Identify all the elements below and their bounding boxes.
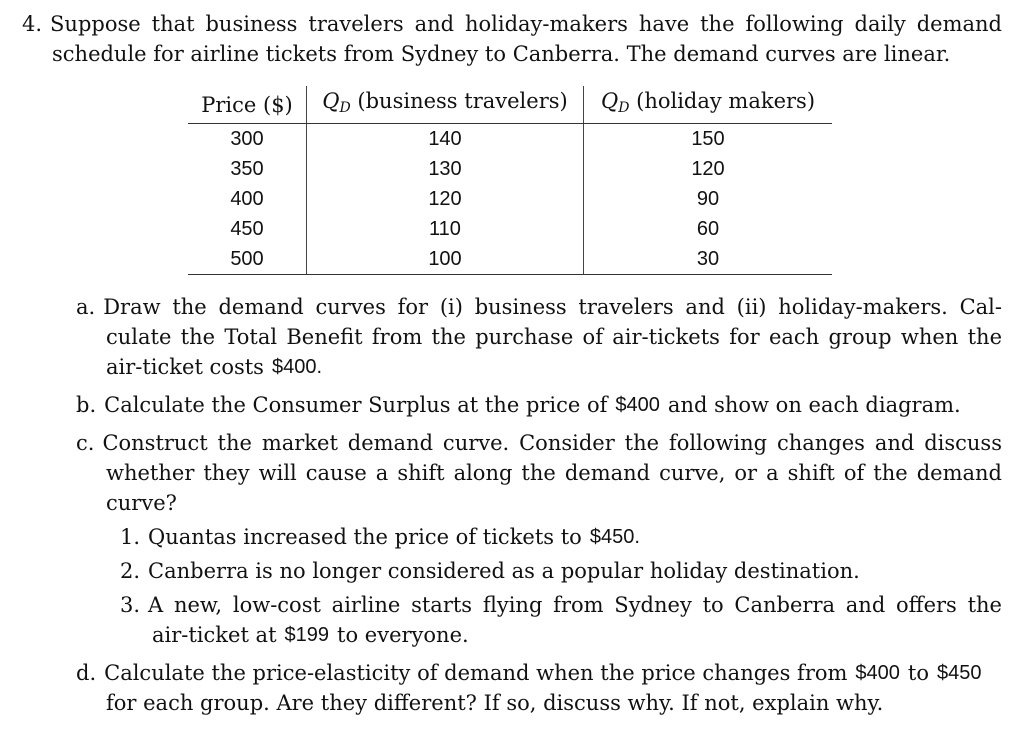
cell-price: 300 (188, 124, 307, 155)
item-number: 2. (120, 559, 141, 583)
cell-holiday: 60 (696, 218, 720, 240)
question-parts (76, 292, 1002, 726)
part-a-text-3: air-ticket costs (106, 355, 264, 379)
intro-text-1: Suppose that business travelers and holiday-makers have the following daily demand (50, 12, 1002, 36)
part-d (76, 658, 1002, 718)
part-a-text-2: culate the Total Benefit from the purchase of air-tickets for each group when the (106, 325, 1002, 349)
part-b-text-before: Calculate the Consumer Surplus at the price of (104, 393, 608, 417)
cell-holiday: 30 (584, 244, 833, 275)
part-d-text-mid: to (907, 661, 930, 685)
part-d-line-2 (76, 688, 1002, 718)
part-b-label: b. (76, 393, 97, 417)
table-header-row (188, 86, 832, 124)
cell-price: 500 (188, 244, 307, 275)
list-item (120, 590, 1002, 650)
part-b-line-1 (76, 390, 1002, 420)
part-a (76, 292, 1002, 382)
table-row (188, 154, 832, 184)
cell-holiday: 150 (691, 128, 725, 150)
item-text-1: A new, low-cost airline starts flying from Sydney to Canberra and offers the (148, 593, 1002, 617)
demand-schedule-table (188, 86, 832, 275)
part-b (76, 390, 1002, 420)
intro-line-1 (22, 9, 1002, 39)
cell-price: 450 (188, 214, 307, 244)
cell-holiday: 90 (696, 188, 720, 210)
cell-price: 400 (188, 184, 307, 214)
intro-text-2: schedule for airline tickets from Sydney to Canberra. The demand curves are linear. (52, 42, 951, 66)
part-b-price: $400 (615, 394, 660, 416)
part-c-sublist (120, 522, 1002, 650)
part-c-label: c. (76, 431, 95, 455)
header-holiday (584, 86, 833, 124)
intro-line-2 (22, 39, 1002, 69)
part-c-line-3 (76, 488, 1002, 518)
table-row (188, 184, 832, 214)
part-d-text-2: for each group. Are they different? If so, discuss why. If not, explain why. (106, 691, 884, 715)
cell-price: 350 (188, 154, 307, 184)
cell-business: 120 (307, 184, 584, 214)
cell-holiday: 120 (691, 158, 725, 180)
qd-symbol: $Q_D$ (600, 89, 630, 116)
part-d-label: d. (76, 661, 97, 685)
part-a-label: a. (76, 295, 96, 319)
table-row (188, 214, 832, 244)
question-intro (22, 9, 1002, 69)
part-c (76, 428, 1002, 650)
cell-business: 100 (307, 244, 584, 275)
part-b-text-after: and show on each diagram. (667, 393, 961, 417)
header-price: Price ($) (188, 86, 307, 124)
item-text: Quantas increased the price of tickets to (148, 525, 582, 549)
cell-business: 130 (307, 154, 584, 184)
part-c-line-2 (76, 458, 1002, 488)
part-d-price-from: $400 (855, 662, 900, 684)
qd-symbol: $Q_D$ (322, 89, 351, 116)
part-c-text-2: whether they will cause a shift along the demand curve, or a shift of the demand (106, 461, 1002, 485)
item-price: $199 (284, 624, 330, 646)
header-business (307, 86, 584, 124)
part-d-text-before: Calculate the price-elasticity of demand when the price changes from (104, 661, 848, 685)
item-number: 1. (120, 525, 141, 549)
table-row (188, 244, 832, 275)
cell-business: 110 (307, 214, 584, 244)
part-c-text-3: curve? (106, 491, 177, 515)
part-d-line-1 (76, 658, 1002, 688)
part-c-text-1: Construct the market demand curve. Consider the following changes and discuss (102, 431, 1002, 455)
part-a-line-1 (76, 292, 1002, 322)
part-d-price-to: $450 (937, 662, 982, 684)
item-text-3: to everyone. (337, 623, 469, 647)
list-item (120, 556, 1002, 586)
item-text: Canberra is no longer considered as a popular holiday destination. (148, 559, 860, 583)
header-holiday-label: (holiday makers) (636, 89, 816, 113)
table-row (188, 124, 832, 155)
item-number: 3. (120, 593, 141, 617)
question-number: 4. (22, 12, 43, 36)
part-a-line-2 (76, 322, 1002, 352)
part-c-line-1 (76, 428, 1002, 458)
part-a-line-3 (76, 352, 1002, 382)
cell-business: 140 (307, 124, 584, 155)
item-price: $450. (589, 526, 640, 548)
item-text-2: air-ticket at (152, 623, 277, 647)
list-item (120, 522, 1002, 552)
part-a-text-1: Draw the demand curves for (i) business travelers and (ii) holiday-makers. Cal- (103, 295, 1002, 319)
header-business-label: (business travelers) (357, 89, 568, 113)
part-a-price: $400. (271, 356, 323, 378)
